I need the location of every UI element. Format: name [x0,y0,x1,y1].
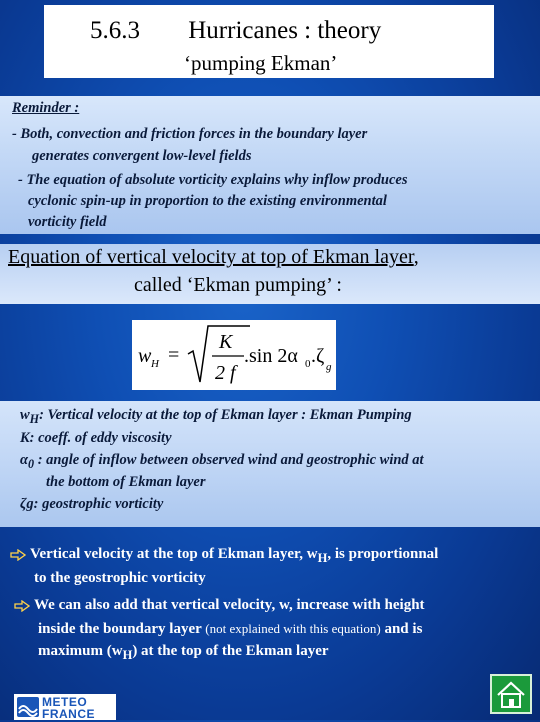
title-main: Hurricanes : theory [188,17,382,44]
hollow-right-arrow-icon [14,600,30,612]
conclusion-point-2: We can also add that vertical velocity, w, increase with height [14,597,425,614]
formula-graphic [132,320,336,390]
equation-title: Equation of vertical velocity at top of Ekman layer, called ‘Ekman pumping’ : [0,244,540,304]
meteo-france-logo-icon [17,697,39,717]
formula-numerator: K [219,331,233,353]
conclusion-point-1-line2: to the geostrophic vorticity [34,570,206,586]
ekman-formula [132,320,336,390]
formula-lhs-sub: H [151,358,159,370]
reminder-box [0,96,540,234]
reminder-line: generates convergent low-level fields [32,148,252,164]
definitions-box [0,401,540,527]
formula-alpha-sub: 0 [305,358,311,370]
conclusion-point-2-line3: maximum $(w_H)$ at the top of the Ekman layer [38,643,329,662]
reminder-heading: Reminder : [12,100,80,116]
formula-lhs: w [138,345,152,367]
reminder-line: vorticity field [28,214,107,230]
home-button[interactable] [490,674,532,714]
formula-denominator: 2 f [215,362,236,384]
title-box [44,5,494,78]
definition-line: $\alpha_0$ : angle of inflow between observed wind and geostrophic wind at [20,452,424,471]
page-title [90,17,381,45]
title-subtitle: ‘pumping Ekman’ [184,51,338,75]
formula-sin: .sin 2α [244,345,298,367]
home-icon [492,676,530,712]
definition-line: K: coeff. of eddy viscosity [20,430,172,446]
section-number: 5.6.3 [90,17,140,44]
reminder-line: - The equation of absolute vorticity explains why inflow produces [18,172,408,188]
def-w: $w_H$: Vertical velocity at the top of Ekman layer : Ekman Pumping [20,407,412,426]
equation-title-line2: called ‘Ekman pumping’ : [134,274,342,296]
definition-line: the bottom of Ekman layer [46,474,206,490]
formula-zeta-sub: g [326,361,332,373]
reminder-line: - Both, convection and friction forces in the boundary layer [12,126,368,142]
definition-line [20,407,412,427]
reminder-line: cyclonic spin-up in proportion to the existing environmental [28,193,387,209]
equation-title-line1: Equation of vertical velocity at top of Ekman layer [8,246,414,268]
conclusion-point-2-line2: inside the boundary layer (not explained with this equation) and is [38,621,423,637]
conclusion-point-1: Vertical velocity at the top of Ekman layer, $w_H$, is proportionnal [10,546,438,566]
formula-zeta: .ζ [311,345,325,367]
formula-equals: = [168,344,180,366]
definition-line: ζg: geostrophic vorticity [20,496,164,512]
meteo-france-logo: METEO FRANCE [14,694,116,720]
hollow-right-arrow-icon [10,549,26,561]
